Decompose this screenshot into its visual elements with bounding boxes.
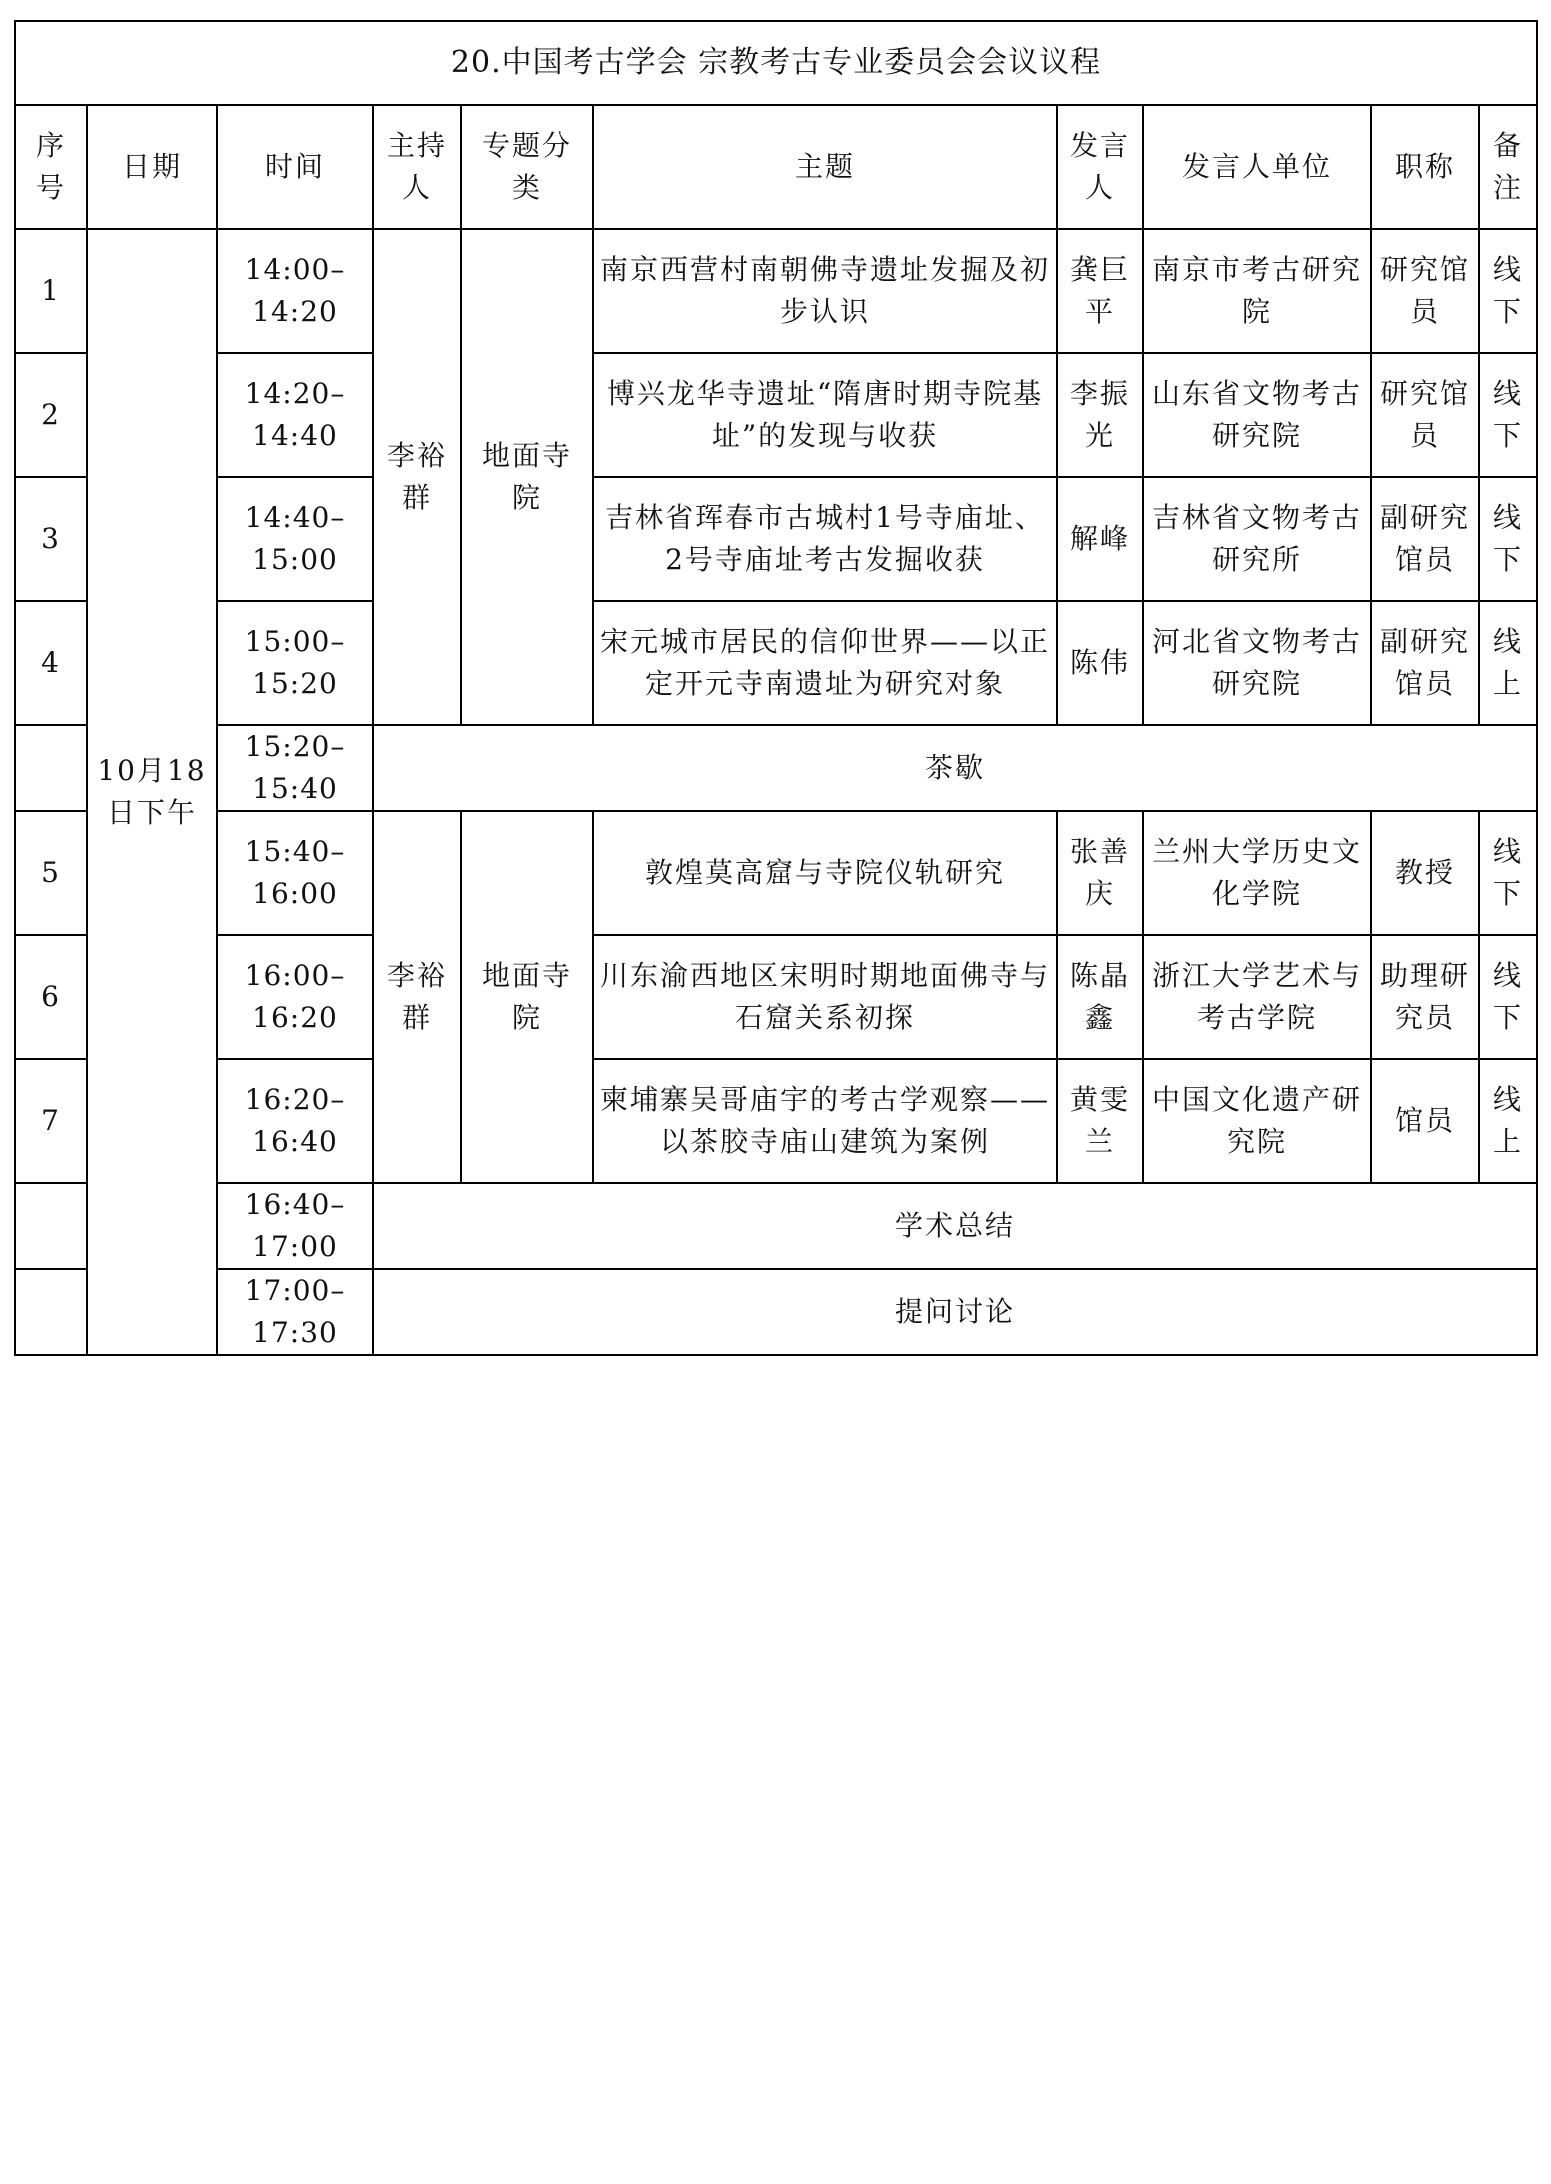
table-row xyxy=(15,935,1537,1059)
row-time: 15:20–15:40 xyxy=(217,725,373,811)
row-topic: 敦煌莫高窟与寺院仪轨研究 xyxy=(593,811,1057,935)
row-unit: 南京市考古研究院 xyxy=(1143,229,1371,353)
row-rank: 副研究馆员 xyxy=(1371,601,1479,725)
row-unit: 浙江大学艺术与考古学院 xyxy=(1143,935,1371,1059)
row-note: 线上 xyxy=(1479,1059,1537,1183)
row-topic: 吉林省珲春市古城村1号寺庙址、2号寺庙址考古发掘收获 xyxy=(593,477,1057,601)
row-index-empty xyxy=(15,725,87,811)
row-index: 5 xyxy=(15,811,87,935)
row-note: 线上 xyxy=(1479,601,1537,725)
table-row xyxy=(15,229,1537,353)
category-cell: 地面寺院 xyxy=(461,811,593,1183)
row-note: 线下 xyxy=(1479,229,1537,353)
header-speaker: 发言人 xyxy=(1057,105,1143,229)
row-rank: 研究馆员 xyxy=(1371,229,1479,353)
header-row xyxy=(15,105,1537,229)
table-row xyxy=(15,601,1537,725)
row-topic: 南京西营村南朝佛寺遗址发掘及初步认识 xyxy=(593,229,1057,353)
table-row xyxy=(15,353,1537,477)
row-rank: 副研究馆员 xyxy=(1371,477,1479,601)
header-date: 日期 xyxy=(87,105,217,229)
break-row xyxy=(15,725,1537,811)
row-rank: 研究馆员 xyxy=(1371,353,1479,477)
header-note: 备注 xyxy=(1479,105,1537,229)
row-unit: 山东省文物考古研究院 xyxy=(1143,353,1371,477)
table-row xyxy=(15,477,1537,601)
row-note: 线下 xyxy=(1479,477,1537,601)
row-unit: 中国文化遗产研究院 xyxy=(1143,1059,1371,1183)
row-time: 15:00–15:20 xyxy=(217,601,373,725)
table-row xyxy=(15,1059,1537,1183)
row-topic: 川东渝西地区宋明时期地面佛寺与石窟关系初探 xyxy=(593,935,1057,1059)
row-time: 15:40–16:00 xyxy=(217,811,373,935)
page-title: 20.中国考古学会 宗教考古专业委员会会议议程 xyxy=(15,21,1537,105)
row-speaker: 陈晶鑫 xyxy=(1057,935,1143,1059)
host-cell: 李裕群 xyxy=(373,811,461,1183)
row-index: 1 xyxy=(15,229,87,353)
break-label: 提问讨论 xyxy=(373,1269,1537,1355)
header-index: 序号 xyxy=(15,105,87,229)
host-cell: 李裕群 xyxy=(373,229,461,725)
row-speaker: 解峰 xyxy=(1057,477,1143,601)
row-time: 16:40–17:00 xyxy=(217,1183,373,1269)
row-index: 2 xyxy=(15,353,87,477)
row-note: 线下 xyxy=(1479,811,1537,935)
row-speaker: 黄雯兰 xyxy=(1057,1059,1143,1183)
row-speaker: 陈伟 xyxy=(1057,601,1143,725)
header-time: 时间 xyxy=(217,105,373,229)
agenda-sheet xyxy=(14,20,1536,2170)
row-time: 17:00–17:30 xyxy=(217,1269,373,1355)
row-unit: 河北省文物考古研究院 xyxy=(1143,601,1371,725)
header-category: 专题分类 xyxy=(461,105,593,229)
break-row xyxy=(15,1183,1537,1269)
table-row xyxy=(15,811,1537,935)
header-unit: 发言人单位 xyxy=(1143,105,1371,229)
row-index: 3 xyxy=(15,477,87,601)
row-time: 16:20–16:40 xyxy=(217,1059,373,1183)
row-rank: 助理研究员 xyxy=(1371,935,1479,1059)
row-unit: 兰州大学历史文化学院 xyxy=(1143,811,1371,935)
row-topic: 宋元城市居民的信仰世界——以正定开元寺南遗址为研究对象 xyxy=(593,601,1057,725)
date-cell: 10月18日下午 xyxy=(87,229,217,1355)
header-host: 主持人 xyxy=(373,105,461,229)
header-topic: 主题 xyxy=(593,105,1057,229)
category-cell: 地面寺院 xyxy=(461,229,593,725)
row-note: 线下 xyxy=(1479,353,1537,477)
row-time: 14:00–14:20 xyxy=(217,229,373,353)
row-speaker: 龚巨平 xyxy=(1057,229,1143,353)
row-time: 16:00–16:20 xyxy=(217,935,373,1059)
header-rank: 职称 xyxy=(1371,105,1479,229)
row-index: 4 xyxy=(15,601,87,725)
row-index: 6 xyxy=(15,935,87,1059)
break-row xyxy=(15,1269,1537,1355)
row-topic: 柬埔寨吴哥庙宇的考古学观察——以茶胶寺庙山建筑为案例 xyxy=(593,1059,1057,1183)
row-unit: 吉林省文物考古研究所 xyxy=(1143,477,1371,601)
break-label: 茶歇 xyxy=(373,725,1537,811)
break-label: 学术总结 xyxy=(373,1183,1537,1269)
row-rank: 馆员 xyxy=(1371,1059,1479,1183)
row-speaker: 张善庆 xyxy=(1057,811,1143,935)
row-rank: 教授 xyxy=(1371,811,1479,935)
row-time: 14:40–15:00 xyxy=(217,477,373,601)
row-index-empty xyxy=(15,1183,87,1269)
row-time: 14:20–14:40 xyxy=(217,353,373,477)
row-topic: 博兴龙华寺遗址“隋唐时期寺院基址”的发现与收获 xyxy=(593,353,1057,477)
row-speaker: 李振光 xyxy=(1057,353,1143,477)
row-index: 7 xyxy=(15,1059,87,1183)
row-note: 线下 xyxy=(1479,935,1537,1059)
agenda-table xyxy=(14,20,1538,1356)
row-index-empty xyxy=(15,1269,87,1355)
